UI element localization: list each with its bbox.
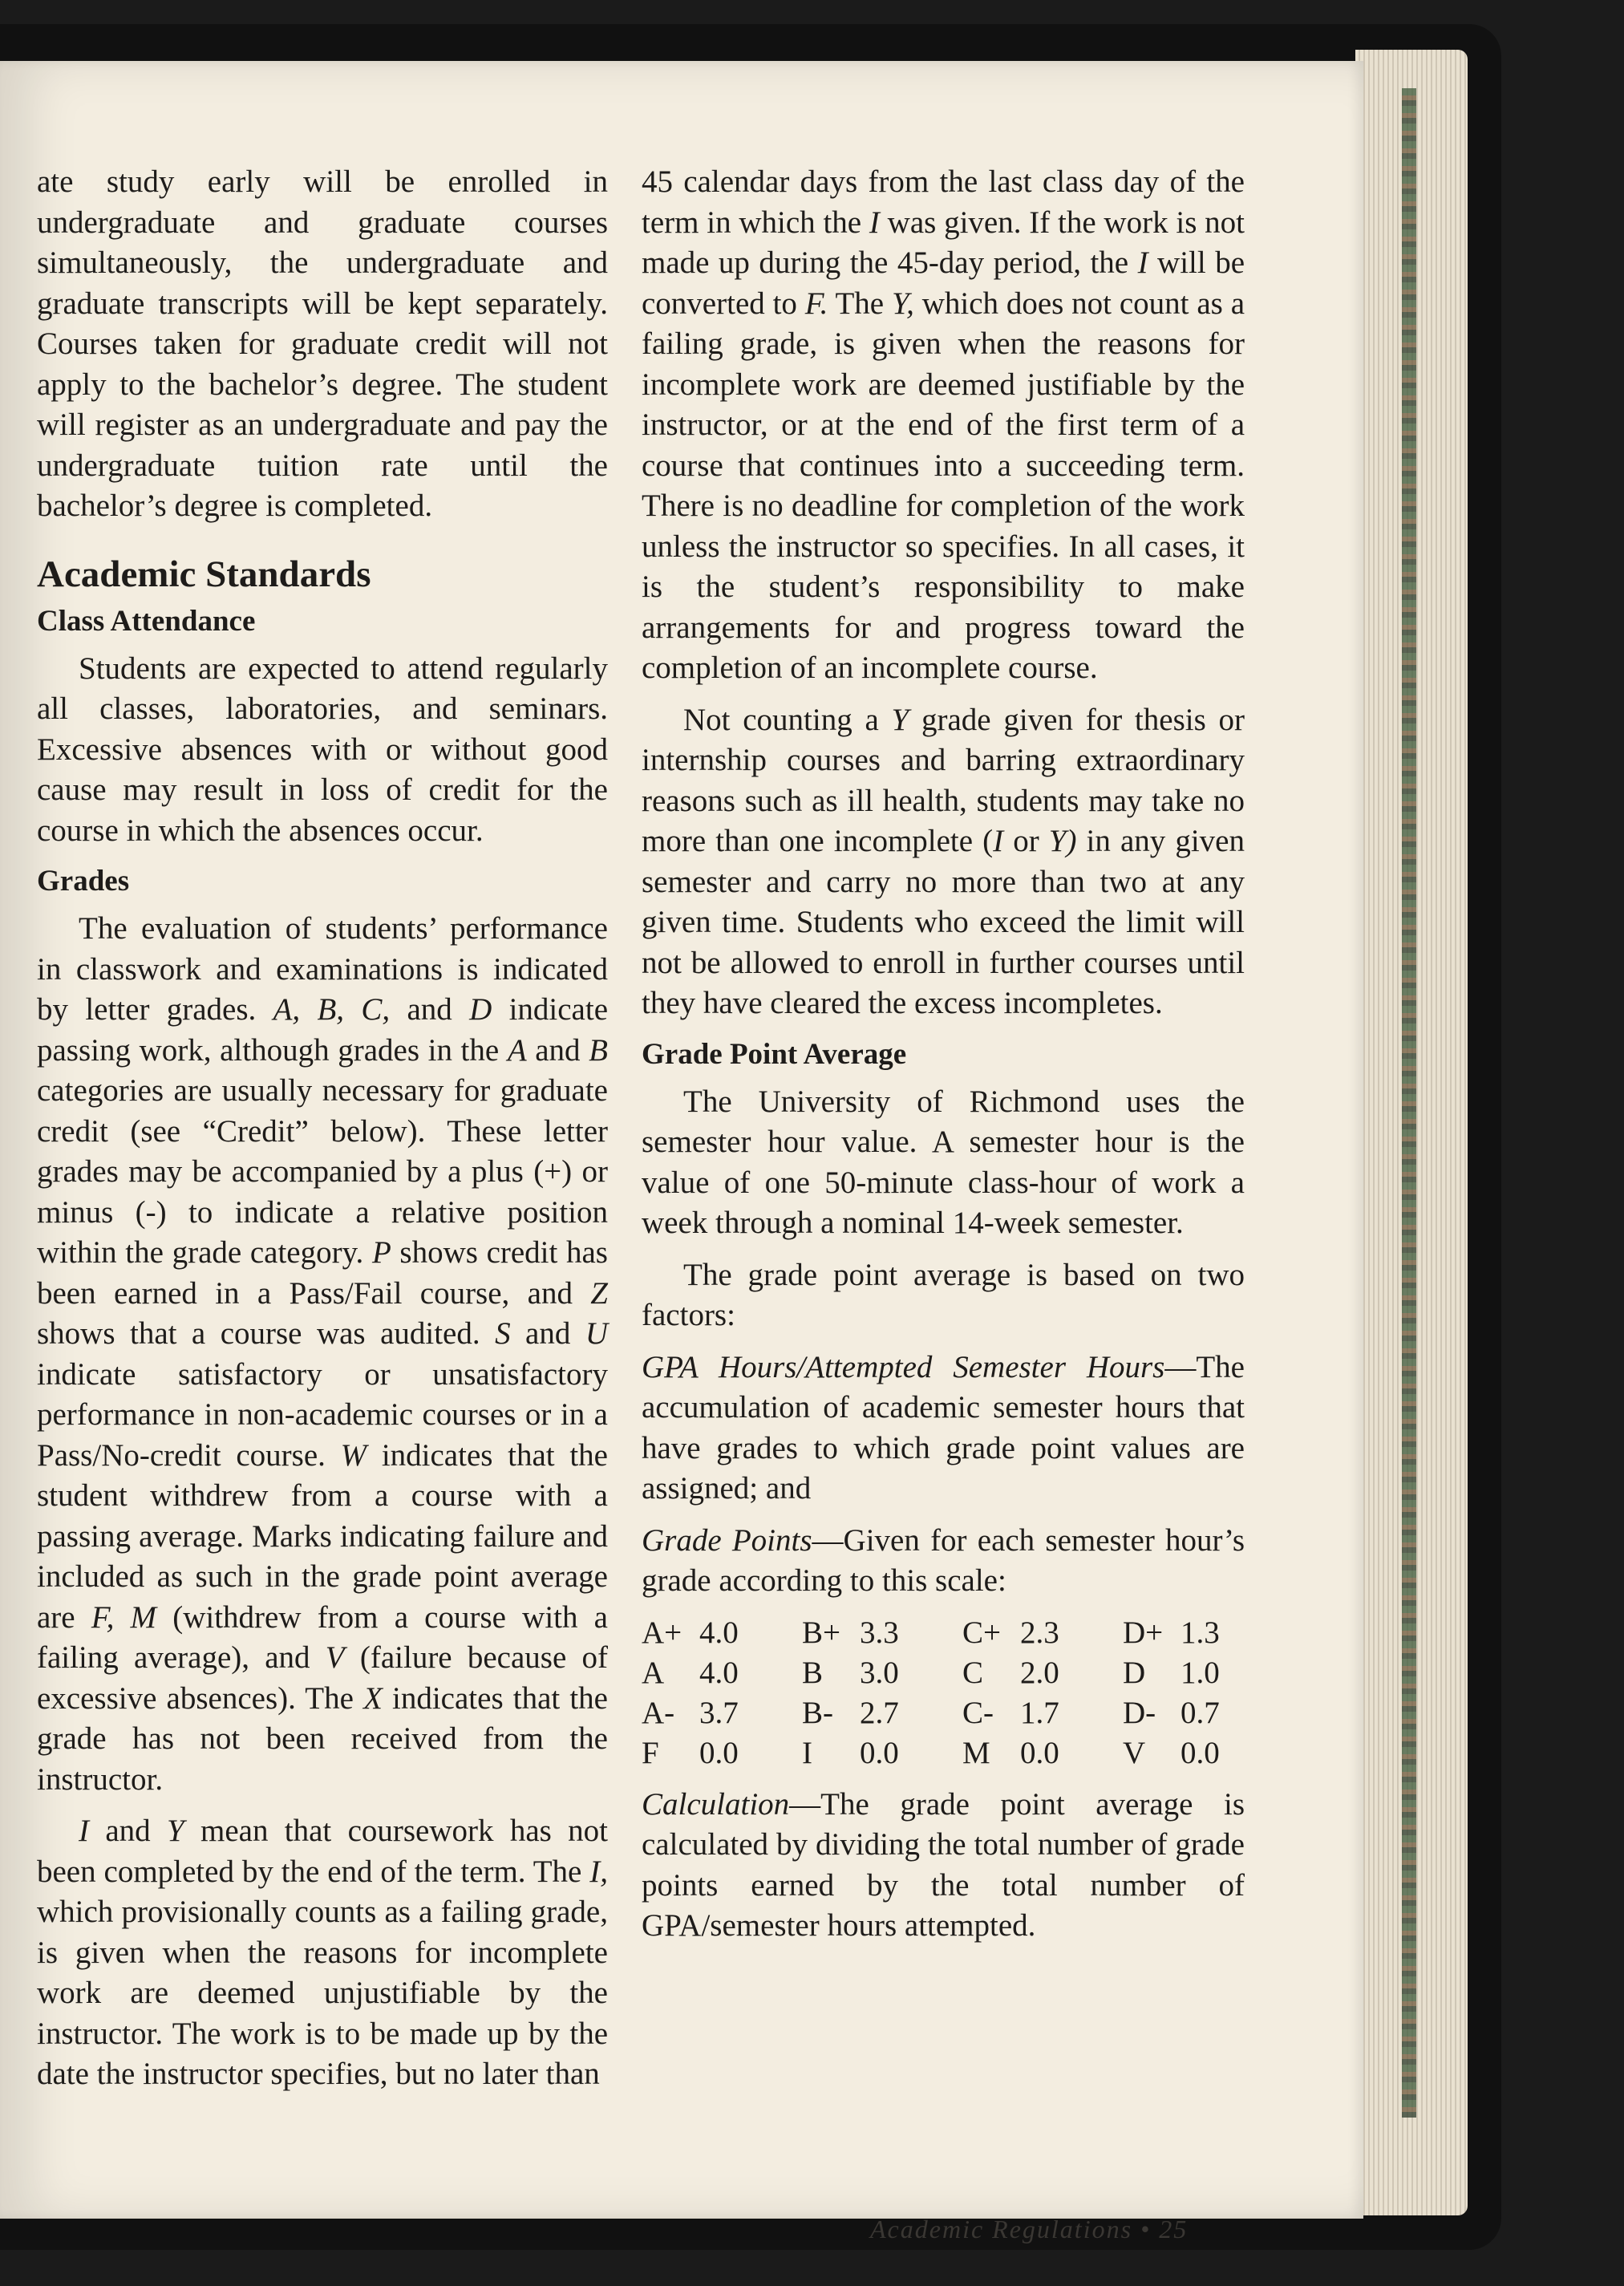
grade-scale-table [642,1613,1245,1773]
two-factors-paragraph: The grade point average is based on two factors: [642,1257,1245,1332]
academic-standards-heading: Academic Standards [37,553,371,595]
page-edge-strip [1402,88,1416,2118]
incomplete-continued-paragraph: 45 calendar days from the last class day of the term in which the I was given. If the work is not made up during the 45-day period, the I will be converted to F. The Y, which does not count as a failing grade, is given when the reasons for incomplete work are deemed justifiable by the instructor, or at the end of the first term of a course that continues into a succeeding term. There is no deadline for completion of the work unless the instructor so specifies. In all cases, it is the student’s responsibility to make arrangements for and progress toward the completion of an incomplete course. [642,164,1245,685]
incomplete-paragraph: I and Y mean that coursework has not been completed by the end of the term. The I, which provisionally counts as a failing grade, is given when the reasons for incomplete work are deemed unjustifiable by the instructor. The work is to be made up by the date the instructor specifies, but no later than [37,1814,608,2091]
page-footer [870,2215,1188,2244]
grade-scale-cell: V 0.0 [1123,1735,1220,1770]
book-page [0,61,1363,2243]
grade-scale-cell: M 0.0 [962,1735,1059,1770]
grade-scale-cell: C- 1.7 [962,1695,1059,1730]
calculation-definition: Calculation—The grade point average is calculated by dividing the total number of grade points earned by the total number of GPA/semester hours attempted. [642,1786,1245,1943]
grade-scale-cell: I 0.0 [802,1735,899,1770]
running-title: Academic Regulations [870,2215,1133,2243]
grade-scale-cell: D+ 1.3 [1123,1615,1220,1650]
grade-points-definition: Grade Points—Given for each semester hour’s grade according to this scale: [642,1522,1245,1598]
left-column [37,162,608,2106]
grade-scale-cell: A+ 4.0 [642,1615,739,1650]
class-attendance-heading: Class Attendance [37,604,256,638]
page-number: 25 [1159,2215,1189,2243]
incomplete-limit-paragraph: Not counting a Y grade given for thesis or internship courses and barring extraordinary reasons such as ill health, students may take no more than one incomplete (I or Y) in any given semester and carry no more than two at any given time. Students who exceed the limit will not be allowed to enroll in further courses until they have cleared the excess incompletes. [642,702,1245,1020]
intro-paragraph: ate study early will be enrolled in undergraduate and graduate courses simultaneously, the undergraduate and graduate transcripts will be kept separately. Courses taken for graduate credit will not apply to the bachelor’s degree. The student will register as an undergraduate and pay the undergraduate tuition rate until the bachelor’s degree is completed. [37,164,608,523]
semester-hour-paragraph: The University of Richmond uses the semester hour value. A semester hour is the value of one 50-minute class-hour of work a week through a nominal 14-week semester. [642,1084,1245,1240]
grades-heading: Grades [37,865,130,898]
grade-scale-cell: B+ 3.3 [802,1615,899,1650]
grade-scale-cell: B- 2.7 [802,1695,899,1730]
grade-scale-cell: A 4.0 [642,1655,739,1690]
attendance-paragraph: Students are expected to attend regularly all classes, laboratories, and seminars. Excessive absences with or without good cause may result in loss of credit for the course in which the absences occur. [37,651,608,848]
grade-scale-cell: C 2.0 [962,1655,1059,1690]
grade-scale-cell: D- 0.7 [1123,1695,1220,1730]
footer-separator: • [1140,2215,1152,2243]
grade-scale-cell: A- 3.7 [642,1695,739,1730]
grade-scale-cell: D 1.0 [1123,1655,1220,1690]
right-column [642,162,1245,1958]
grade-scale-cell: B 3.0 [802,1655,899,1690]
gpa-hours-definition: GPA Hours/Attempted Semester Hours—The accumulation of academic semester hours that have grades to which grade point values are assigned; and [642,1349,1245,1506]
grades-paragraph: The evaluation of students’ performance in classwork and examinations is indicated by letter grades. A, B, C, and D indicate passing work, although grades in the A and B categories are usually necessary for graduate credit (see “Credit” below). These letter grades may be accompanied by a plus (+) or minus (-) to indicate a relative position within the grade category. P shows credit has been earned in a Pass/Fail course, and Z shows that a course was audited. S and U indicate satisfactory or unsatisfactory performance in non-academic courses or in a Pass/No-credit course. W indicates that the student withdrew from a course with a passing average. Marks indicating failure and included as such in the grade point average are F, M (withdrew from a course with a failing average), and V (failure because of excessive absences). The X indicates that the grade has not been received from the instructor. [37,911,608,1797]
grade-point-average-heading: Grade Point Average [642,1037,907,1071]
grade-scale-cell: F 0.0 [642,1735,739,1770]
grade-scale-cell: C+ 2.3 [962,1615,1059,1650]
